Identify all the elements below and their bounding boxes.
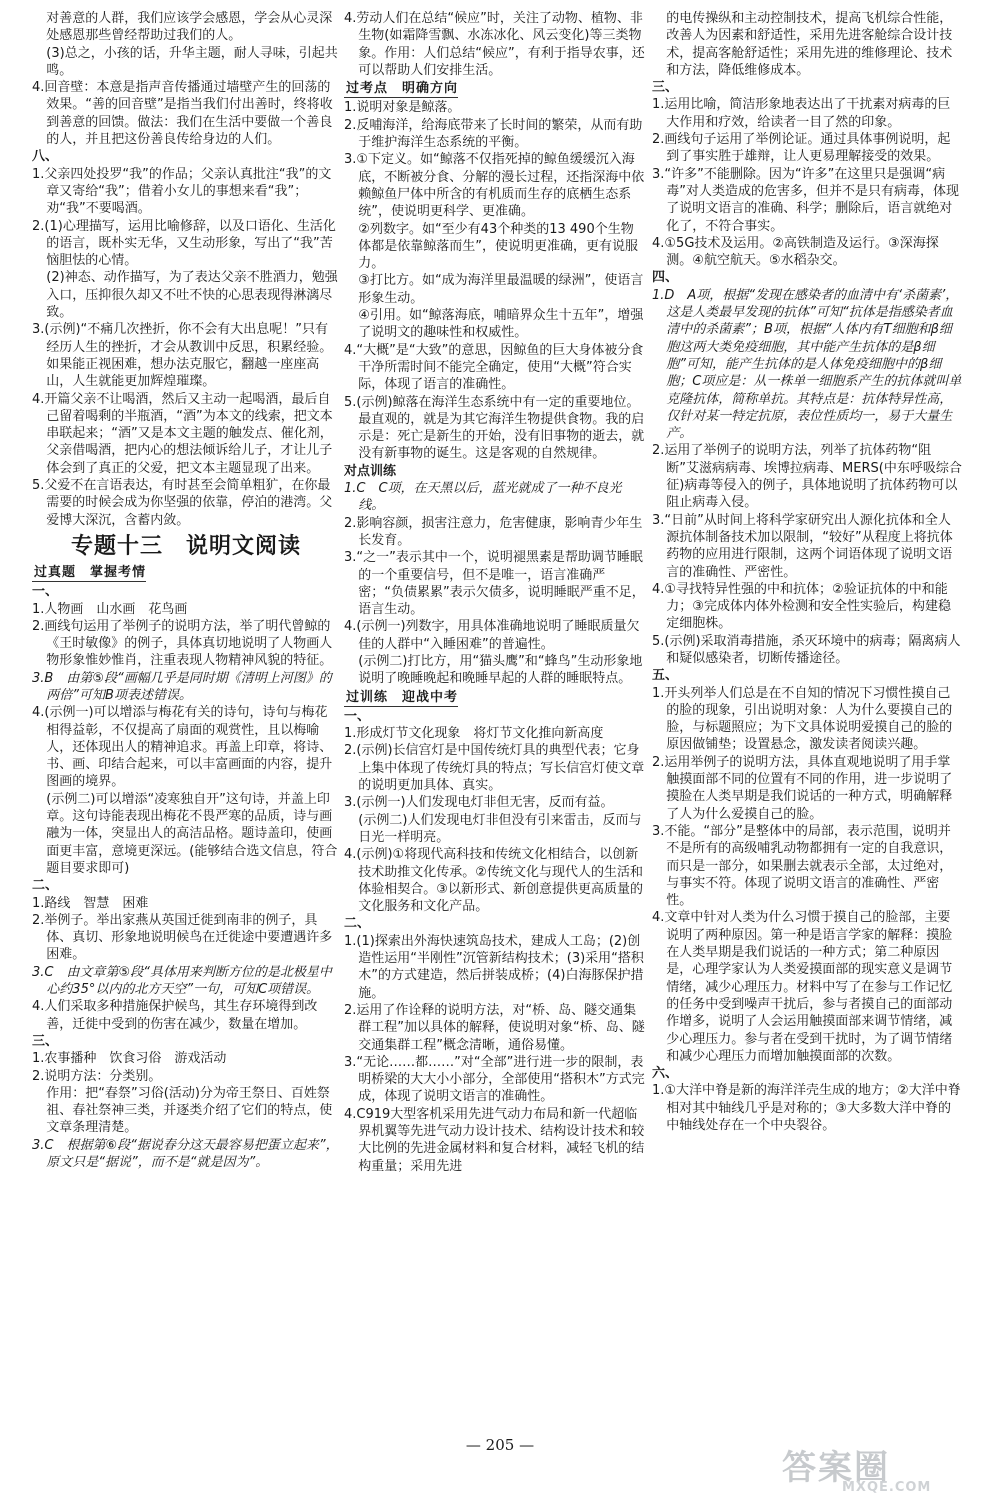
section-number: 五、 [652,668,679,684]
section-number: 一、 [344,708,371,724]
answer-paragraph: 1.运用比喻，简洁形象地表达出了干扰素对病毒的巨大作用和疗效，给读者一目了然的印象。 [652,97,951,130]
answer-paragraph: ②列数字。如“至少有43个种类的13 490个生物体都是依靠鲸落而生”，使说明更准确，更有说服力。 [358,221,639,272]
answer-paragraph: 2.运用举例子的说明方法，具体直观地说明了用手掌触摸面部不同的位置有不同的作用，进一步说明了摸脸在人类早期是我们说话的一种方式，明确解释了人为什么爱摸自己的脸。 [652,754,953,822]
answer-paragraph: 1.农事播种 饮食习俗 游戏活动 [32,1051,227,1067]
answer-paragraph: 1.说明对象是鲸落。 [344,100,461,116]
answer-paragraph: 3.“之一”表示其中一个，说明褪黑素是帮助调节睡眠的一个重要信号，但不是唯一，语言准确严密；“负债累累”表示欠债多，说明睡眠严重不足，语言生动。 [344,550,645,618]
answer-paragraph: 3.“许多”不能删除。因为“许多”在这里只是强调“病毒”对人类造成的危害多，但并不是只有病毒，体现了说明文语言的准确、科学；删除后，语言就绝对化了，不符合事实。 [652,166,960,234]
answer-paragraph: 3.(示例)“不痛几次挫折，你不会有大出息呢！”只有经历人生的挫折，才会从教训中反思，积累经验。如果能正视困难，想办法克服它，翻越一座座高山，人生就能更加辉煌璀璨。 [32,322,333,390]
answer-paragraph: 4.(示例一)可以增添与梅花有关的诗句，诗句与梅花相得益彰，不仅提高了扇面的观赏性，且以梅喻人，还体现出人的精神追求。再盖上印章，将诗、书、画、印结合起来，可以丰富画面的内容，提升图画的境界。 [32,705,333,790]
answer-paragraph: 1.D A项，根据“发现在感染者的血清中有‘杀菌素’，这是人类最早发现的抗体”可知“抗体是指感染者血清中的杀菌素”；B项，根据“人体内有T细胞和β细胞这两大类免疫细胞，其中能产生抗体的是β细胞”可知，能产生抗体的是人体免疫细胞中的β细胞；C项应是：从一株单一细胞系产生的抗体就叫单克隆抗体，简称单抗。其特点是：抗体特异性高，仅针对某一特定抗原，表位性质均一，易于大量生产。 [652,287,962,442]
answer-paragraph: 3.“日前”从时间上将科学家研究出人源化抗体和全人源抗体制备技术加以限制，“较好”从程度上将抗体药物的应用进行限制，这两个词语体现了说明文语言的准确性、严密性。 [652,512,953,580]
section-number: 六、 [652,1066,679,1082]
answer-paragraph: 2.(1)心理描写，运用比喻修辞，以及口语化、生活化的语言，既朴实无华，又生动形象，写出了“我”苦恼胆怯的心情。 [32,218,336,269]
answer-paragraph: 1.开头列举人们总是在不自知的情况下习惯性摸自己的脸的现象，引出说明对象：人为什么要摸自己的脸，与标题照应；为下文具体说明爱摸自己的脸的原因做铺垫；设置悬念，激发读者阅读兴趣。 [652,685,953,753]
section-number: 四、 [652,270,679,286]
watermark-text: 答案圈 [782,1448,890,1488]
answer-paragraph: 4.①寻找特异性强的中和抗体；②验证抗体的中和能力；③完成体内体外检测和安全性实验后，构建稳定细胞株。 [652,581,951,632]
answer-paragraph: 2.画线句子运用了举例论证。通过具体事例说明，起到了事实胜于雄辩，让人更易理解接受的效果。 [652,132,951,165]
answer-paragraph: 2.画线句运用了举例子的说明方法，举了明代曾鲸的《王时敏像》的例子，具体真切地说明了人物画人物形象惟妙惟肖，注重表现人物精神风貌的特征。 [32,618,333,669]
answer-paragraph: 2.说明方法：分类别。 [32,1068,162,1084]
answer-paragraph: 1.①大洋中脊是新的海洋洋壳生成的地方；②大洋中脊相对其中轴线几乎是对称的；③大多数大洋中脊的中轴线处存在一个中央裂谷。 [652,1083,961,1133]
answer-paragraph: 1.(1)探索出外海快速筑岛技术，建成人工岛；(2)创造性运用“半刚性”沉管新结构技术；(3)采用“搭积木”的方式建造，然后拼装成桥；(4)白海豚保护措施。 [344,933,644,1001]
answer-paragraph: 4.(示例一)列数字，用具体准确地说明了睡眠质量欠佳的人群中“入睡困难”的普遍性。 [344,619,640,652]
column-right [652,10,962,1134]
answer-paragraph: 2.影响容颜，损害注意力，危害健康，影响青少年生长发育。 [344,515,643,548]
answer-paragraph: 1.父亲四处投罗“我”的作品；父亲认真批注“我”的文章又寄给“我”；借着小女儿的事想来看“我”；劝“我”不要喝酒。 [32,166,332,217]
answer-paragraph: 3.①下定义。如“鲸落不仅指死掉的鲸鱼缓缓沉入海底，不断被分食、分解的漫长过程，还指深海中依赖鲸鱼尸体中所含的有机质而生存的底栖生态系统”，使说明更科学、更准确。 [344,152,645,220]
answer-paragraph: (示例二)可以增添“凌寒独自开”这句诗，并盖上印章。这句诗能表现出梅花不畏严寒的品质，诗与画融为一体，突显出人的高洁品格。题诗盖印，使画面更丰富，意境更深远。(能够结合选文信息，符合题目要求即可) [46,791,338,876]
answer-paragraph: (示例二)打比方，用“猫头鹰”和“蜂鸟”生动形象地说明了晚睡晚起和晚睡早起的人群的睡眠特点。 [358,653,643,687]
answer-paragraph: 4.文章中针对人类为什么习惯于摸自己的脸部，主要说明了两种原因。第一种是语言学家的解释：摸脸在人类早期是我们说话的一种方式；第二种原因是，心理学家认为人类爱摸面部的现实意义是调节情绪，减少心理压力。材料中写了在参与工作记忆的任务中受到噪声干扰后，参与者摸自己的面部动作增多，说明了人会运用触摸面部来调节情绪，减少心理压力。参与者在受到干扰时，为了调节情绪和减少心理压力而增加触摸面部的次数。 [652,910,953,1064]
section-number: 一、 [32,584,59,600]
answer-paragraph: 4.“大概”是“大致”的意思，因鲸鱼的巨大身体被分食干净所需时间不能完全确定，使用“大概”符合实际，体现了语言的准确性。 [344,342,644,393]
section-number: 三、 [652,80,679,96]
answer-paragraph: 2.反哺海洋，给海底带来了长时间的繁荣，从而有助于维护海洋生态系统的平衡。 [344,117,643,151]
answer-paragraph: ③打比方。如“成为海洋里最温暖的绿洲”，使语言形象生动。 [358,273,644,306]
section-banner: 过真题 掌握考情 [32,564,146,582]
answer-paragraph: 对善意的人群，我们应该学会感恩，学会从心灵深处感恩那些曾经帮助过我们的人。 [46,11,333,44]
answer-paragraph: 1.形成灯节文化现象 将灯节文化推向新高度 [344,726,604,742]
answer-paragraph: 2.(示例)长信宫灯是中国传统灯具的典型代表；它身上集中体现了传统灯具的特点；写长信宫灯使文章的说明更加具体、真实。 [344,743,645,794]
answer-paragraph: 4.①5G技术及运用。②高铁制造及运行。③深海探测。④航空航天。⑤水稻杂交。 [652,235,939,269]
answer-paragraph: 1.人物画 山水画 花鸟画 [32,601,188,617]
answer-paragraph: 4.C919大型客机采用先进气动力布局和新一代超临界机翼等先进气动力设计技术、结构设计技术和较大比例的先进金属材料和复合材料，减轻飞机的结构重量；采用先进 [344,1106,645,1174]
answer-paragraph: ④引用。如“鲸落海底，哺暗界众生十五年”，增强了说明文的趣味性和权威性。 [358,308,644,341]
section-number: 八、 [32,149,59,165]
answer-paragraph: 的电传操纵和主动控制技术，提高飞机综合性能，改善人为因素和舒适性，采用先进客舱综合设计技术，提高客舱舒适性；采用先进的维修理论、技术和方法，降低维修成本。 [666,11,953,78]
answer-paragraph: 4.回音壁：本意是指声音传播通过墙壁产生的回荡的效果。“善的回音壁”是指当我们付出善时，终将收到善意的回馈。做法：我们在生活中要做一个善良的人，并且把这份善良传给身边的人们。 [32,80,333,148]
answer-paragraph: (2)神态、动作描写，为了表达父亲不胜酒力，勉强入口，压抑很久却又不吐不快的心思表现得淋漓尽致。 [46,270,338,321]
section-banner: 过训练 迎战中考 [344,689,458,707]
answer-paragraph: 2.运用了举例子的说明方法，列举了抗体药物“阻断”艾滋病病毒、埃博拉病毒、MERS(中东呼吸综合征)病毒等侵入的例子，具体地说明了抗体药物可以阻止病毒入侵。 [652,443,962,511]
answer-paragraph: 3.不能。“部分”是整体中的局部，表示范围，说明并不是所有的高级哺乳动物都拥有一定的自我意识，而只是一部分，如果删去就表示全部，太过绝对，与事实不符。体现了说明文语言的准确性、严密性。 [652,823,953,909]
answer-paragraph: 4.开篇父亲不让喝酒，然后又主动一起喝酒，最后自己留着喝剩的半瓶酒，“酒”为本文的线索，把文本串联起来；“酒”又是本文主题的触发点、催化剂，父亲借喝酒，把内心的想法倾诉给儿子，才让儿子体会到了真正的父爱，把文本主题显现了出来。 [32,391,333,476]
answer-paragraph: 3.C 根据第⑥段“据说春分这天最容易把蛋立起来”，原文只是“据说”，而不是“就是因为”。 [32,1137,339,1170]
answer-paragraph: 3.B 由第⑤段“画幅几乎是同时期《清明上河图》的两倍”可知B项表述错误。 [32,670,332,703]
answer-paragraph: 3.(示例一)人们发现电灯非但无害，反而有益。 [344,795,614,811]
answer-paragraph: 4.(示例)①将现代高科技和传统文化相结合，以创新技术助推文化传承。②传统文化与现代人的生活和体验相契合。③以新形式、新创意提供更高质量的文化服务和文化产品。 [344,847,643,915]
section-number: 对点训练 [344,463,397,479]
answer-paragraph: 作用：把“春祭”习俗(活动)分为帝王祭日、百姓祭祖、春社祭神三类，并逐类介绍了它们的特点，使文章条理清楚。 [46,1085,333,1136]
section-number: 二、 [344,916,371,932]
column-middle [344,10,646,1175]
answer-paragraph: 2.运用了作诠释的说明方法，对“桥、岛、隧交通集群工程”加以具体的解释，使说明对象“桥、岛、隧交通集群工程”概念清晰，通俗易懂。 [344,1002,645,1053]
section-number: 二、 [32,878,59,894]
section-number: 三、 [32,1033,59,1049]
section-banner: 过考点 明确方向 [344,80,458,98]
watermark-logo [782,1440,982,1500]
answer-paragraph: 4.劳动人们在总结“候应”时，关注了动物、植物、非生物(如霜降雪飘、水冻冰化、风云变化)等三类物象。作用：人们总结“候应”，有利于指导农事，还可以帮助人们安排生活。 [344,11,645,78]
answer-paragraph: 4.人们采取多种措施保护候鸟，其生存环境得到改善，迁徙中受到的伤害在减少，数量在增加。 [32,999,318,1032]
answer-paragraph: 3.C 由文章第⑤段“具体用来判断方位的是北极星中心约35°以内的北方天空”一句，可知C项错误。 [32,964,332,998]
answer-paragraph: 3.“无论……都……”对“全部”进行进一步的限制，表明桥梁的大大小小部分，全部使用“搭积木”方式完成，体现了说明文语言的准确性。 [344,1054,645,1105]
answer-paragraph: (3)总之，小孩的话，升华主题，耐人寻味，引起共鸣。 [46,45,338,78]
answer-paragraph: (示例二)人们发现电灯非但没有引来雷击，反而与日光一样明亮。 [358,812,642,845]
answer-paragraph: 5.(示例)采取消毒措施，杀灭环境中的病毒；隔离病人和疑似感染者，切断传播途径。 [652,633,961,666]
section-title: 专题十三 说明文阅读 [70,532,301,559]
answer-paragraph: 2.举例子。举出家燕从英国迁徙到南非的例子，具体、真切、形象地说明候鸟在迁徙途中要遭遇许多困难。 [32,912,333,963]
answer-paragraph: 1.路线 智慧 困难 [32,895,149,911]
watermark-url: MXQE.COM [842,1480,932,1495]
page-number: — 205 — [465,1436,535,1454]
answer-paragraph: 5.(示例)鲸落在海洋生态系统中有一定的重要地位。最直观的，就是为其它海洋生物提供食物。我的启示是：死亡是新生的开始，没有旧事物的逝去，就没有新事物的诞生。这是客观的自然规律。 [344,394,645,462]
answer-paragraph: 1.C C项，在天黑以后，蓝光就成了一种不良光线。 [344,481,622,514]
answer-paragraph: 5.父爱不在言语表达，有时甚至会简单粗犷，在你最需要的时候会成为你坚强的依靠，停泊的港湾。父爱博大深沉，含蓄内敛。 [32,478,333,528]
column-left [32,10,340,1171]
